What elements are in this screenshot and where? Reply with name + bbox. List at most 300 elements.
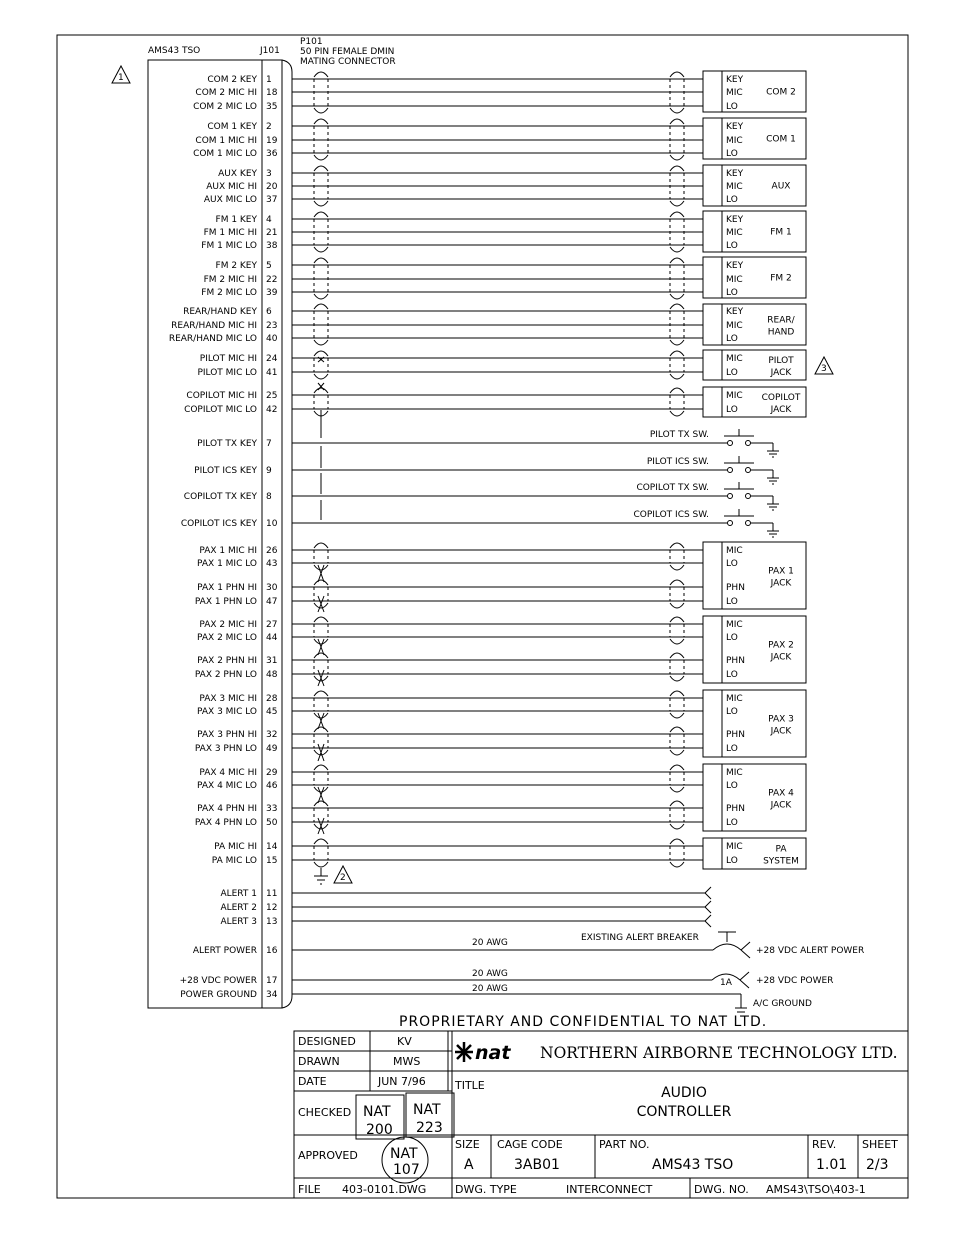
device-box (703, 165, 806, 206)
pin-label: REAR/HAND KEY (183, 307, 257, 317)
pin-number: 48 (266, 670, 278, 680)
device-name-line2: JACK (770, 405, 792, 415)
device-pin-label: LO (726, 405, 738, 415)
pin-label: COPILOT ICS KEY (180, 519, 257, 529)
pin-row (197, 730, 277, 740)
device-pin-label: MIC (726, 620, 743, 630)
switch-label: PILOT TX SW. (649, 430, 709, 440)
pin-label: PAX 3 MIC LO (197, 707, 257, 717)
pin-label: +28 VDC POWER (179, 976, 257, 986)
pin-label: PAX 1 MIC HI (199, 546, 257, 556)
pin-label: REAR/HAND MIC LO (168, 334, 257, 344)
device-pin-label: LO (726, 559, 738, 569)
device-pin-label: PHN (726, 656, 745, 666)
svg-text:1: 1 (118, 73, 124, 83)
pin-label: AUX MIC LO (203, 195, 257, 205)
breaker-icon (713, 932, 750, 958)
device-name-line2: JACK (770, 800, 792, 811)
dwg-type-label: DWG. TYPE (455, 1183, 517, 1196)
pin-number: 43 (266, 559, 278, 569)
shield-symbol (670, 727, 684, 755)
device-name: PAX 2 (768, 640, 794, 651)
pin-label: PILOT MIC HI (199, 354, 257, 364)
device-pin-label: LO (726, 288, 738, 298)
pin-number: 47 (266, 597, 278, 607)
pin-label: COM 1 MIC LO (193, 149, 257, 159)
device-pin-label: MIC (726, 228, 743, 238)
pin-row (186, 391, 277, 401)
pin-number: 33 (266, 804, 278, 814)
device-name: COPILOT (761, 393, 801, 403)
pin-row (180, 976, 278, 986)
pin-row (197, 368, 277, 378)
shield-symbol (670, 765, 684, 792)
ac-ground-label: A/C GROUND (753, 999, 812, 1009)
switch-contact (728, 441, 733, 446)
pin-number: 30 (266, 583, 278, 593)
device-name-line2: JACK (770, 726, 792, 737)
pin-label: COM 2 MIC HI (195, 88, 257, 98)
size-value: A (464, 1157, 474, 1173)
pin-label: COM 2 MIC LO (193, 102, 257, 112)
device-name-line2: SYSTEM (763, 856, 799, 867)
shield-symbol (314, 839, 328, 867)
pin-row (197, 781, 278, 791)
pin-number: 12 (266, 903, 278, 913)
shield-symbol (670, 543, 684, 570)
proprietary-notice: PROPRIETARY AND CONFIDENTIAL TO NAT LTD. (399, 1014, 768, 1030)
unit-label: AMS43 TSO (148, 46, 201, 56)
shield-join (318, 670, 324, 686)
note-2-triangle (334, 866, 352, 883)
pin-number: 6 (266, 307, 272, 317)
device-pin-label: LO (726, 781, 738, 791)
pin-number: 3 (266, 169, 272, 179)
device-name-line2: JACK (770, 578, 792, 589)
device-pin-label: MIC (726, 182, 743, 192)
device-pin-label: PHN (726, 804, 745, 814)
dwg-type-value: INTERCONNECT (566, 1183, 653, 1196)
pin-number: 45 (266, 707, 278, 717)
pin-label: PAX 1 PHN LO (194, 597, 257, 607)
shield-symbol (670, 691, 684, 718)
switch-row (292, 482, 779, 510)
title-label: TITLE (455, 1079, 485, 1092)
pin-row (220, 917, 277, 927)
pin-row (197, 633, 278, 643)
rev-label: REV. (812, 1138, 837, 1151)
device-pin-label: MIC (726, 275, 743, 285)
pin-label: PAX 3 PHN HI (197, 730, 257, 740)
shield-symbol (314, 351, 328, 379)
approved-label: APPROVED (298, 1149, 358, 1162)
part-value: AMS43 TSO (652, 1157, 734, 1173)
pin-label: FM 1 MIC HI (203, 228, 257, 238)
drawn-value: MWS (393, 1055, 421, 1068)
pin-label: FM 1 KEY (215, 215, 257, 225)
pin-label: PAX 2 PHN LO (194, 670, 257, 680)
pin-row (204, 195, 278, 205)
device-pin-label: LO (726, 597, 738, 607)
pin-label: ALERT POWER (192, 946, 257, 956)
device-pin-label: LO (726, 856, 738, 866)
device-name-line2: JACK (770, 652, 792, 663)
pin-number: 29 (266, 768, 278, 778)
device-pin-label: LO (726, 241, 738, 251)
title-line-2: CONTROLLER (636, 1104, 732, 1120)
pin-label: PAX 4 PHN LO (194, 818, 257, 828)
sheet-label: SHEET (862, 1138, 898, 1151)
device-pin-label: KEY (726, 215, 744, 225)
switch-contact (746, 494, 751, 499)
pin-number: 5 (266, 261, 272, 271)
device-pin-label: LO (726, 195, 738, 205)
pin-row (220, 903, 277, 913)
designed-value: KV (397, 1035, 412, 1048)
pin-row (169, 334, 278, 344)
pin-label: FM 1 MIC LO (201, 241, 257, 251)
pin-number: 19 (266, 136, 278, 146)
device-box (703, 616, 806, 683)
shield-join (318, 383, 324, 390)
shield-symbol (670, 839, 684, 867)
svg-text:107: 107 (393, 1162, 420, 1178)
device-box (703, 350, 806, 380)
pin-row (195, 818, 278, 828)
nat-star-icon (455, 1042, 473, 1062)
pin-row (197, 707, 277, 717)
title-line-1: AUDIO (661, 1085, 707, 1101)
pin-row (199, 768, 277, 778)
pin-row (194, 466, 272, 476)
pin-label: PAX 3 MIC HI (199, 694, 257, 704)
pin-row (201, 288, 277, 298)
date-value: JUN 7/96 (378, 1075, 426, 1088)
sheet-value: 2/3 (866, 1157, 889, 1173)
switch-contact (746, 468, 751, 473)
wires-layer (292, 72, 741, 994)
device-name: FM 1 (770, 227, 792, 238)
pin-label: COPILOT MIC HI (186, 391, 257, 401)
device-name: PAX 4 (768, 788, 794, 799)
pin-label: AUX MIC HI (206, 182, 257, 192)
device-pin-label: LO (726, 334, 738, 344)
shield-symbol (314, 691, 328, 718)
pin-label: AUX KEY (218, 169, 257, 179)
stamp-nat-223 (406, 1093, 454, 1137)
rev-value: 1.01 (816, 1157, 848, 1173)
pin-label: PA MIC HI (214, 842, 257, 852)
device-pin-label: MIC (726, 546, 743, 556)
alert-power-label: +28 VDC ALERT POWER (756, 946, 865, 956)
pin-label: PAX 4 MIC LO (197, 781, 257, 791)
plug-line-3: MATING CONNECTOR (300, 57, 396, 67)
shield-symbol (314, 617, 328, 644)
device-name: AUX (771, 181, 791, 192)
date-label: DATE (298, 1075, 327, 1088)
breaker-label: EXISTING ALERT BREAKER (581, 933, 699, 943)
drawn-label: DRAWN (298, 1055, 340, 1068)
pin-row (195, 88, 277, 98)
pin-label: COPILOT TX KEY (183, 492, 257, 502)
svg-text:NAT: NAT (413, 1102, 441, 1118)
switch-row (292, 509, 779, 537)
pin-number: 31 (266, 656, 278, 666)
pin-label: ALERT 2 (220, 903, 257, 913)
p101-connector (282, 60, 292, 1008)
svg-text:200: 200 (366, 1122, 393, 1138)
switch-contact (746, 521, 751, 526)
pin-row (201, 241, 277, 251)
pin-number: 16 (266, 946, 278, 956)
pin-number: 22 (266, 275, 278, 285)
pin-row (183, 307, 272, 317)
device-box (703, 257, 806, 298)
shield-symbol (670, 801, 684, 829)
dwg-no-label: DWG. NO. (694, 1183, 749, 1196)
pin-row (181, 519, 278, 529)
pin-row (220, 889, 277, 899)
device-name-line2: JACK (770, 368, 792, 378)
checked-label: CHECKED (298, 1106, 352, 1119)
pin-number: 37 (266, 195, 278, 205)
switch-contact (728, 494, 733, 499)
pin-number: 21 (266, 228, 278, 238)
device-pin-label: LO (726, 633, 738, 643)
device-box (703, 838, 806, 869)
alert-wire (292, 887, 711, 899)
device-pin-label: LO (726, 818, 738, 828)
cage-value: 3AB01 (514, 1157, 560, 1173)
pin-number: 42 (266, 405, 278, 415)
nat-logo (455, 1042, 511, 1064)
pin-number: 27 (266, 620, 278, 630)
pin-number: 9 (266, 466, 272, 476)
device-pin-label: MIC (726, 321, 743, 331)
shield-symbol (670, 388, 684, 416)
pin-label: PAX 2 MIC HI (199, 620, 257, 630)
fuse-label: 1A (720, 978, 732, 988)
pin-label: PAX 4 PHN HI (197, 804, 257, 814)
pin-row (193, 946, 278, 956)
device-pin-label: LO (726, 707, 738, 717)
pin-number: 18 (266, 88, 278, 98)
device-pin-label: MIC (726, 88, 743, 98)
pin-row (204, 228, 278, 238)
device-pin-label: MIC (726, 694, 743, 704)
device-pin-label: PHN (726, 583, 745, 593)
shield-symbol (670, 351, 684, 379)
pin-label: COM 2 KEY (207, 75, 257, 85)
pin-number: 8 (266, 492, 272, 502)
pin-label: ALERT 3 (220, 917, 257, 927)
pin-row (199, 694, 277, 704)
note-3-triangle (815, 357, 833, 374)
stamp-nat-200 (356, 1095, 404, 1139)
pins-layer (169, 75, 278, 1000)
device-name: PAX 1 (768, 566, 794, 577)
pin-number: 32 (266, 730, 278, 740)
switch-row (292, 429, 779, 457)
pin-number: 25 (266, 391, 278, 401)
pin-number: 26 (266, 546, 278, 556)
device-name: PILOT (768, 356, 794, 366)
pin-label: ALERT 1 (220, 889, 257, 899)
pin-number: 39 (266, 288, 278, 298)
designed-label: DESIGNED (298, 1035, 356, 1048)
device-box (703, 764, 806, 831)
pin-row (218, 169, 272, 179)
size-label: SIZE (455, 1138, 480, 1151)
switch-row (292, 456, 779, 484)
pin-row (199, 546, 277, 556)
switch-contact (728, 521, 733, 526)
pin-label: PAX 2 PHN HI (197, 656, 257, 666)
device-pin-label: LO (726, 670, 738, 680)
device-pin-label: LO (726, 149, 738, 159)
pin-number: 36 (266, 149, 278, 159)
pin-label: PILOT MIC LO (197, 368, 257, 378)
pin-row (204, 275, 278, 285)
device-pin-label: KEY (726, 122, 744, 132)
pin-row (184, 492, 272, 502)
pin-row (199, 620, 277, 630)
ground-icon (314, 868, 328, 884)
pin-row (195, 670, 278, 680)
device-pin-label: MIC (726, 842, 743, 852)
device-box (703, 542, 806, 609)
svg-text:NAT: NAT (363, 1104, 391, 1120)
pin-row (195, 136, 277, 146)
pin-number: 2 (266, 122, 272, 132)
pin-row (197, 804, 277, 814)
pin-label: FM 2 KEY (215, 261, 257, 271)
pin-number: 34 (266, 990, 278, 1000)
pin-number: 10 (266, 519, 278, 529)
shield-symbol (314, 727, 328, 755)
svg-text:NAT: NAT (390, 1146, 418, 1162)
alert-wire (292, 915, 711, 927)
device-pin-label: MIC (726, 391, 743, 401)
pin-number: 15 (266, 856, 278, 866)
pin-number: 41 (266, 368, 278, 378)
device-name: COM 2 (766, 87, 796, 98)
pin-row (197, 559, 277, 569)
pin-number: 1 (266, 75, 272, 85)
alert-wire (292, 901, 711, 913)
jack-label: J101 (260, 46, 280, 56)
pin-number: 38 (266, 241, 278, 251)
company-name: NORTHERN AIRBORNE TECHNOLOGY LTD. (540, 1044, 898, 1062)
shield-symbol (314, 543, 328, 570)
pin-label: PAX 1 MIC LO (197, 559, 257, 569)
switch-label: PILOT ICS SW. (646, 457, 709, 467)
shield-symbol (670, 617, 684, 644)
awg-ground: 20 AWG (472, 984, 508, 994)
awg-power: 20 AWG (472, 969, 508, 979)
pin-number: 4 (266, 215, 272, 225)
device-name: FM 2 (770, 273, 792, 284)
device-pin-label: LO (726, 744, 738, 754)
pin-row (216, 261, 272, 271)
pin-row (184, 405, 277, 415)
awg-alert: 20 AWG (472, 938, 508, 948)
pin-row (193, 102, 277, 112)
pin-row (193, 149, 278, 159)
device-box (703, 71, 806, 112)
pin-label: PAX 1 PHN HI (197, 583, 257, 593)
svg-text:nat: nat (475, 1042, 511, 1064)
pin-row (206, 182, 277, 192)
switch-label: COPILOT ICS SW. (633, 510, 709, 520)
svg-text:2: 2 (340, 873, 346, 883)
device-pin-label: KEY (726, 169, 744, 179)
pin-label: PILOT TX KEY (197, 439, 257, 449)
device-box (703, 118, 806, 159)
file-label: FILE (298, 1183, 321, 1196)
pin-label: POWER GROUND (180, 990, 257, 1000)
pin-row (195, 597, 278, 607)
pin-number: 23 (266, 321, 278, 331)
pin-number: 7 (266, 439, 272, 449)
shield-join (318, 596, 324, 612)
pin-label: PAX 4 MIC HI (199, 768, 257, 778)
file-value: 403-0101.DWG (342, 1183, 427, 1196)
pin-number: 44 (266, 633, 278, 643)
switches-layer (292, 429, 779, 537)
pin-row (197, 439, 272, 449)
pin-number: 49 (266, 744, 278, 754)
pin-row (212, 856, 278, 866)
pin-number: 28 (266, 694, 278, 704)
pin-label: COPILOT MIC LO (184, 405, 257, 415)
shield-symbol (670, 580, 684, 608)
switch-contact (728, 468, 733, 473)
device-pin-label: PHN (726, 730, 745, 740)
pin-number: 20 (266, 182, 278, 192)
pin-label: PAX 2 MIC LO (197, 633, 257, 643)
device-name-line2: HAND (767, 327, 795, 338)
device-name: COM 1 (766, 134, 796, 145)
pin-label: REAR/HAND MIC HI (171, 321, 257, 331)
device-pin-label: LO (726, 368, 738, 378)
pin-number: 46 (266, 781, 278, 791)
pin-label: PAX 3 PHN LO (194, 744, 257, 754)
plug-line-2: 50 PIN FEMALE DMIN (300, 47, 395, 57)
pin-number: 11 (266, 889, 278, 899)
device-pin-label: KEY (726, 307, 744, 317)
note-1-triangle (112, 66, 130, 83)
vdc-power-label: +28 VDC POWER (756, 976, 834, 986)
pin-label: COM 1 KEY (207, 122, 257, 132)
stamp-nat-107 (382, 1137, 428, 1183)
pin-row (195, 744, 278, 754)
pin-number: 13 (266, 917, 278, 927)
device-pin-label: KEY (726, 75, 744, 85)
plug-line-1: P101 (300, 37, 323, 47)
pin-row (200, 354, 278, 364)
device-box (703, 690, 806, 757)
device-box (703, 304, 806, 345)
svg-text:3: 3 (821, 364, 827, 374)
pin-label: FM 2 MIC LO (201, 288, 257, 298)
part-label: PART NO. (599, 1138, 650, 1151)
pin-number: 24 (266, 354, 278, 364)
pin-number: 40 (266, 334, 278, 344)
device-box (703, 211, 806, 252)
pin-label: PA MIC LO (211, 856, 257, 866)
pin-row (216, 215, 272, 225)
